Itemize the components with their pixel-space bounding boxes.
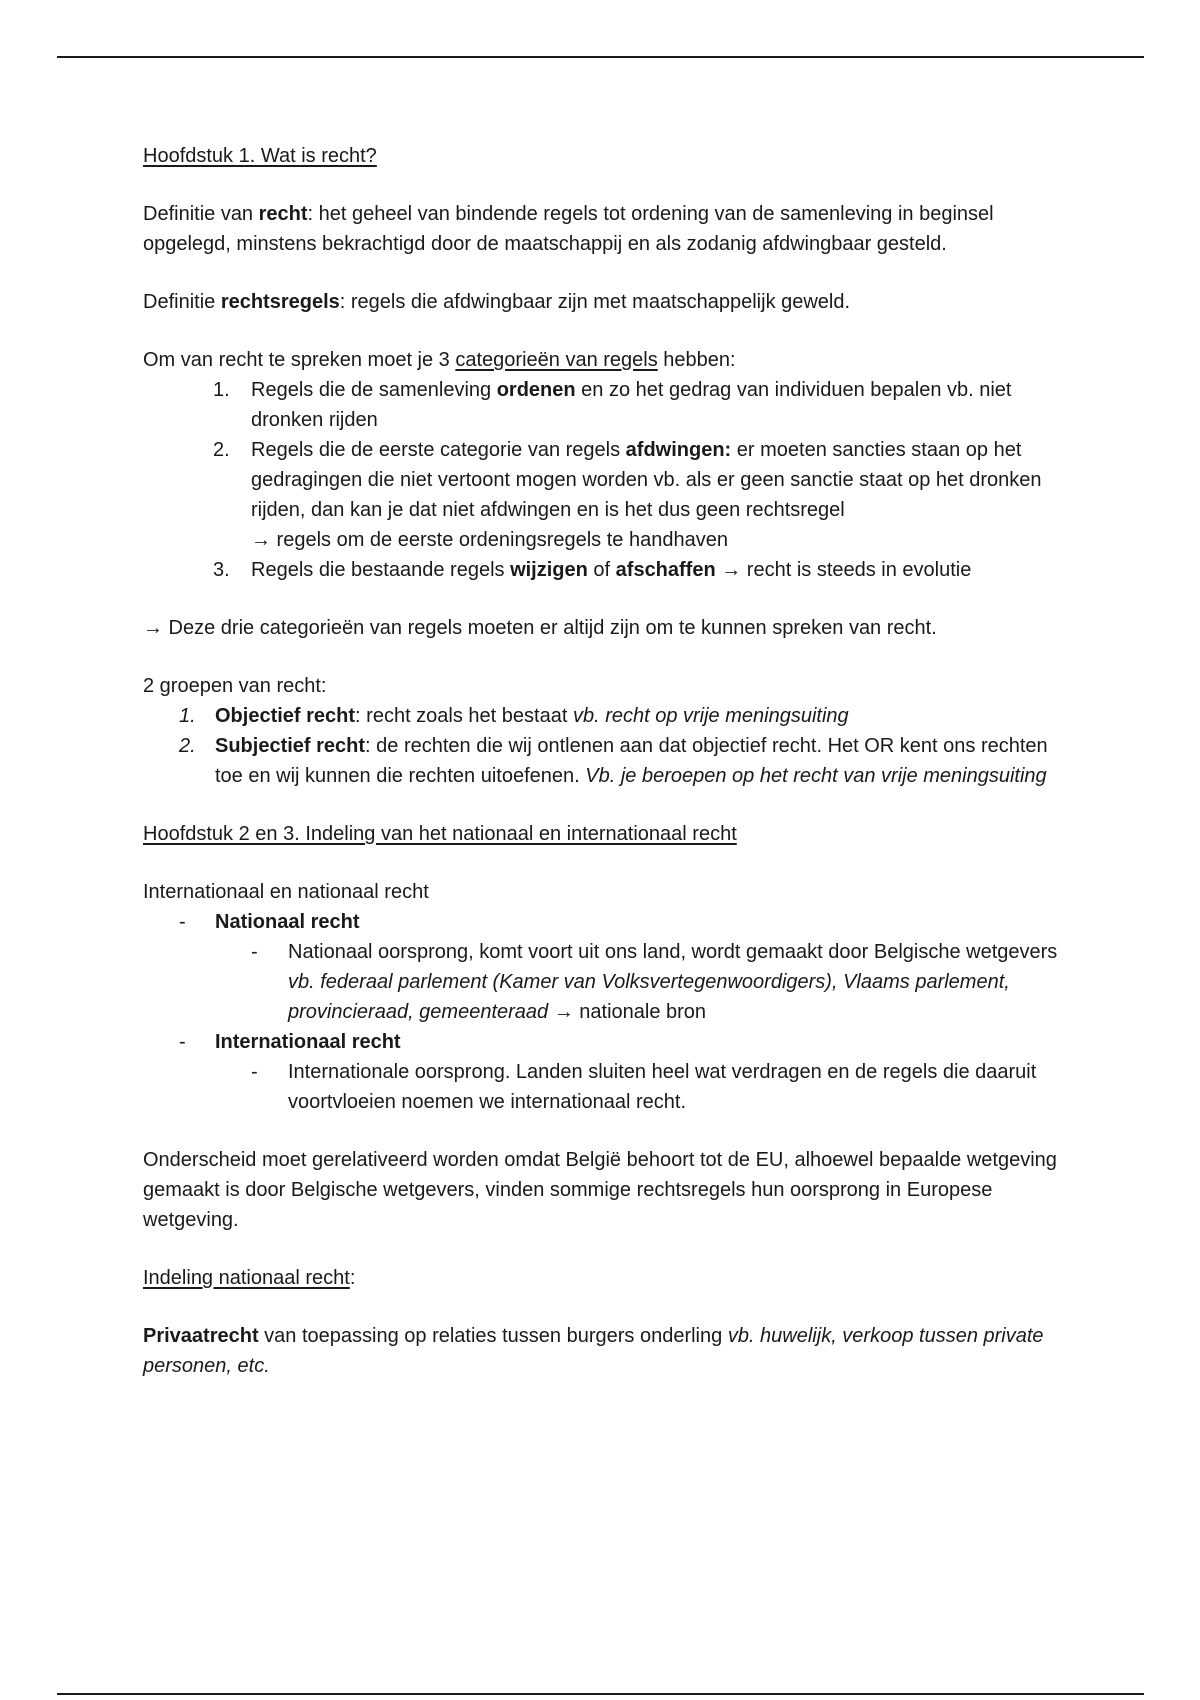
list-item: 1. Objectief recht: recht zoals het bestaat vb. recht op vrije meningsuiting bbox=[179, 705, 849, 727]
list-item: - Internationaal recht bbox=[179, 1031, 401, 1053]
national-list bbox=[143, 907, 1073, 937]
term-rechtsregels: rechtsregels bbox=[220, 291, 340, 313]
international-intro: Internationaal en nationaal recht bbox=[143, 881, 429, 903]
indeling-heading: Indeling nationaal recht: bbox=[143, 1267, 356, 1289]
list-item: - Internationale oorsprong. Landen sluiten heel wat verdragen en de regels die daaruit voortvloeien noemen we internationaal recht. bbox=[251, 1061, 1037, 1113]
document-body bbox=[143, 141, 1073, 1381]
header-rule bbox=[57, 56, 1144, 58]
list-item: - Nationaal oorsprong, komt voort uit ons land, wordt gemaakt door Belgische wetgevers vb. federaal parlement (Kamer van Volksvertegenwoordigers), Vlaams parlement, provincieraad, gemeenteraad → nationale bron bbox=[251, 941, 1058, 1023]
categories-intro: Om van recht te spreken moet je 3 categorieën van regels hebben: bbox=[143, 349, 736, 371]
privaatrecht-paragraph: Privaatrecht van toepassing op relaties tussen burgers onderling vb. huwelijk, verkoop tussen private personen, etc. bbox=[143, 1325, 1044, 1377]
list-item: 3. Regels die bestaande regels wijzigen of afschaffen → recht is steeds in evolutie bbox=[213, 559, 972, 581]
onderscheid-paragraph: Onderscheid moet gerelativeerd worden omdat België behoort tot de EU, alhoewel bepaalde wetgeving gemaakt is door Belgische wetgevers, vinden sommige rechtsregels hun oorsprong in Europese wetgeving. bbox=[143, 1149, 1057, 1231]
list-item: 1. Regels die de samenleving ordenen en zo het gedrag van individuen bepalen vb. niet dronken rijden bbox=[213, 379, 1012, 431]
chapter-1-heading: Hoofdstuk 1. Wat is recht? bbox=[143, 145, 377, 167]
categories-list bbox=[143, 375, 1073, 585]
list-item: - Nationaal recht bbox=[179, 911, 360, 933]
groups-list bbox=[143, 701, 1073, 791]
categories-conclusion: → Deze drie categorieën van regels moeten er altijd zijn om te kunnen spreken van recht. bbox=[143, 617, 937, 639]
list-item: 2. Regels die de eerste categorie van regels afdwingen: er moeten sancties staan op het gedragingen die niet vertoont mogen worden vb. als er geen sanctie staat op het dronken rijden, dan kan je dat niet afdwingen en is het dus geen rechtsregel → regels om de eerste ordeningsregels te handhaven bbox=[213, 439, 1042, 551]
chapter-2-3-heading: Hoofdstuk 2 en 3. Indeling van het nationaal en internationaal recht bbox=[143, 823, 737, 845]
term-recht: recht bbox=[258, 203, 308, 225]
list-item: 2. Subjectief recht: de rechten die wij ontlenen aan dat objectief recht. Het OR kent ons rechten toe en wij kunnen die rechten uitoefenen. Vb. je beroepen op het recht van vrije meningsuiting bbox=[179, 735, 1048, 787]
national-sublist bbox=[143, 937, 1073, 1027]
international-sublist bbox=[143, 1057, 1073, 1117]
footer-rule bbox=[57, 1693, 1144, 1695]
definition-rechtsregels: Definitie rechtsregels: regels die afdwingbaar zijn met maatschappelijk geweld. bbox=[143, 291, 851, 313]
definition-recht: Definitie van recht: het geheel van bindende regels tot ordening van de samenleving in beginsel opgelegd, minstens bekrachtigd door de maatschappij en als zodanig afdwingbaar gesteld. bbox=[143, 203, 994, 255]
international-list bbox=[143, 1027, 1073, 1057]
groups-intro: 2 groepen van recht: bbox=[143, 675, 327, 697]
